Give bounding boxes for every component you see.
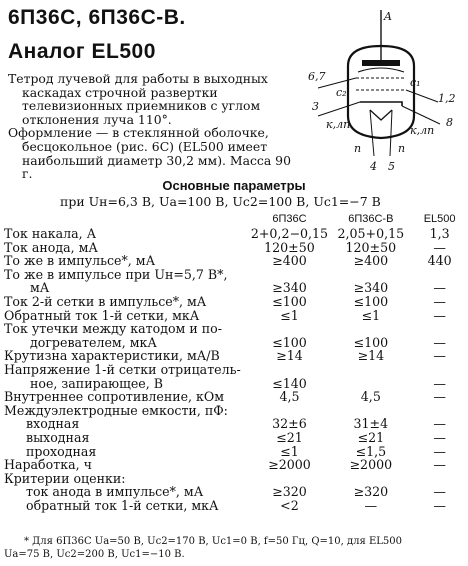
value-6p36s-v: ≤100 bbox=[353, 293, 389, 309]
param-label: входная bbox=[26, 416, 80, 432]
page-subtitle: Аналог EL500 bbox=[8, 40, 156, 63]
table-row bbox=[4, 336, 466, 350]
cathode bbox=[360, 102, 402, 106]
table-row bbox=[4, 377, 466, 391]
value-6p36s-v: 2,05+0,15 bbox=[337, 226, 405, 241]
table-row bbox=[4, 295, 466, 309]
value-6p36s: ≥340 bbox=[272, 280, 307, 296]
value-6p36s: ≥14 bbox=[276, 348, 303, 364]
table-row bbox=[4, 241, 466, 255]
param-label: Критерии оценки: bbox=[4, 470, 126, 486]
lead-heater-left bbox=[370, 110, 374, 156]
value-6p36s-v bbox=[328, 472, 413, 486]
value-el500: — bbox=[433, 239, 446, 255]
value-el500 bbox=[413, 322, 466, 336]
value-6p36s: ≤100 bbox=[272, 334, 307, 350]
param-label: То же в импульсе*, мА bbox=[4, 253, 156, 269]
value-6p36s bbox=[251, 472, 329, 486]
param-label: догревателем, мкА bbox=[30, 334, 157, 350]
table-row bbox=[4, 472, 466, 486]
value-el500: — bbox=[433, 416, 446, 432]
column-header bbox=[4, 212, 251, 227]
param-label: мА bbox=[30, 280, 50, 296]
value-el500: — bbox=[433, 348, 446, 364]
param-label: проходная bbox=[26, 443, 97, 459]
table-row bbox=[4, 281, 466, 295]
column-header: 6П36С bbox=[272, 213, 307, 225]
table-row bbox=[4, 404, 466, 418]
value-el500: — bbox=[433, 497, 446, 513]
label-pin3: 3 bbox=[312, 100, 319, 113]
value-6p36s-v: ≤1 bbox=[361, 307, 381, 323]
tube-pinout-diagram bbox=[298, 6, 464, 176]
value-el500: — bbox=[433, 484, 446, 500]
value-6p36s-v: 31±4 bbox=[353, 416, 389, 432]
value-6p36s-v: ≥400 bbox=[353, 253, 389, 269]
table-row bbox=[4, 485, 466, 499]
lead-heater-right bbox=[390, 110, 392, 156]
value-6p36s-v bbox=[328, 268, 413, 282]
value-el500 bbox=[413, 404, 466, 418]
param-label: Крутизна характеристики, мА/В bbox=[4, 348, 220, 364]
value-el500: — bbox=[433, 280, 446, 296]
param-label: Наработка, ч bbox=[4, 457, 92, 473]
table-row bbox=[4, 322, 466, 336]
param-label: Ток анода, мА bbox=[4, 239, 98, 255]
value-el500: 1,3 bbox=[429, 226, 450, 241]
value-6p36s-v: ≥14 bbox=[357, 348, 385, 364]
param-label: обратный ток 1-й сетки, мкА bbox=[26, 497, 219, 513]
column-header: 6П36С-В bbox=[348, 213, 394, 225]
params-conditions: при Uн=6,3 В, Uа=100 В, Uс2=100 В, Uс1=−7 В bbox=[60, 194, 381, 209]
value-el500 bbox=[413, 363, 466, 377]
value-6p36s-v: — bbox=[364, 497, 378, 513]
value-6p36s: 32±6 bbox=[272, 416, 307, 432]
value-6p36s-v: 120±50 bbox=[345, 239, 397, 255]
label-pin5: 5 bbox=[388, 160, 395, 173]
value-6p36s: ≤140 bbox=[272, 375, 307, 391]
param-label: Ток утечки между катодом и по- bbox=[4, 321, 222, 337]
param-label: ток анода в импульсе*, мА bbox=[26, 484, 204, 500]
value-6p36s-v bbox=[328, 363, 413, 377]
value-6p36s bbox=[251, 268, 329, 282]
value-6p36s: ≥400 bbox=[272, 253, 307, 269]
value-6p36s-v: ≥320 bbox=[353, 484, 389, 500]
value-el500: — bbox=[433, 429, 446, 445]
value-el500: — bbox=[433, 293, 446, 309]
tube-schematic bbox=[298, 6, 464, 176]
table-row bbox=[4, 390, 466, 404]
value-6p36s-v: ≤21 bbox=[357, 429, 385, 445]
description-paragraph: Оформление — в стеклянной оболочке, бесцокольное (рис. 6С) (EL500 имеет наибольший диаметр 30,2 мм). Масса 90 г. bbox=[8, 125, 291, 182]
value-el500: — bbox=[433, 307, 446, 323]
table-row bbox=[4, 431, 466, 445]
page-title: 6П36С, 6П36С-В. bbox=[8, 6, 186, 29]
table-row bbox=[4, 417, 466, 431]
label-p-right: п bbox=[398, 142, 406, 155]
param-label: выходная bbox=[26, 429, 90, 445]
table-row bbox=[4, 227, 466, 241]
value-6p36s bbox=[251, 404, 329, 418]
param-label: ное, запирающее, В bbox=[30, 375, 164, 391]
table-row bbox=[4, 363, 466, 377]
label-k-lp-right: к,лп bbox=[410, 124, 435, 137]
params-heading: Основные параметры bbox=[162, 178, 306, 193]
label-c1: c₁ bbox=[410, 76, 421, 89]
value-el500 bbox=[413, 268, 466, 282]
param-label: Внутреннее сопротивление, кОм bbox=[4, 389, 225, 405]
param-label: Междуэлектродные емкости, пФ: bbox=[4, 402, 228, 418]
value-6p36s-v bbox=[328, 404, 413, 418]
value-el500: — bbox=[433, 375, 446, 391]
value-6p36s-v: ≥340 bbox=[353, 280, 389, 296]
description-paragraph: Тетрод лучевой для работы в выходных каскадах строчной развертки телевизионных приемников с углом отклонения луча 110°. bbox=[8, 71, 268, 127]
table-row bbox=[4, 458, 466, 472]
footnote-line: * Для 6П36С Uа=50 В, Uс2=170 В, Uс1=0 В, f=50 Гц, Q=10, для EL500 bbox=[24, 536, 402, 547]
label-pin4: 4 bbox=[370, 160, 377, 173]
label-p-left: п bbox=[354, 142, 362, 155]
label-k-lp-left: к,лп bbox=[326, 118, 351, 131]
anode-plate bbox=[362, 60, 400, 66]
value-6p36s: ≤1 bbox=[280, 307, 299, 323]
value-6p36s bbox=[251, 322, 329, 336]
footnote-line: Uа=75 В, Uс2=200 В, Uс1=−10 В. bbox=[4, 549, 185, 560]
value-6p36s-v: ≤100 bbox=[353, 334, 389, 350]
footnote bbox=[4, 535, 466, 561]
label-a: A bbox=[384, 10, 392, 23]
value-6p36s: ≤1 bbox=[280, 443, 299, 459]
label-c2: c₂ bbox=[336, 86, 347, 99]
beam-plates bbox=[358, 68, 404, 72]
value-el500: — bbox=[433, 457, 446, 473]
label-pin8: 8 bbox=[446, 116, 453, 129]
table-row bbox=[4, 445, 466, 459]
table-row bbox=[4, 268, 466, 282]
value-6p36s-v: 4,5 bbox=[360, 389, 381, 405]
params-table-body bbox=[4, 227, 466, 512]
value-6p36s: <2 bbox=[280, 497, 299, 513]
value-6p36s: ≥320 bbox=[272, 484, 307, 500]
table-header-row bbox=[4, 212, 466, 227]
value-el500: 440 bbox=[427, 253, 452, 269]
value-6p36s-v bbox=[328, 377, 413, 391]
table-row bbox=[4, 349, 466, 363]
value-el500: — bbox=[433, 443, 446, 459]
value-el500 bbox=[413, 472, 466, 486]
value-6p36s-v bbox=[328, 322, 413, 336]
value-6p36s bbox=[251, 363, 329, 377]
value-6p36s-v: ≤1,5 bbox=[355, 443, 387, 459]
param-label: Обратный ток 1-й сетки, мкА bbox=[4, 307, 200, 323]
param-label: Ток 2-й сетки в импульсе*, мА bbox=[4, 293, 207, 309]
value-6p36s: 2+0,2−0,15 bbox=[250, 226, 329, 241]
lead-right-grid bbox=[406, 90, 438, 102]
column-header: EL500 bbox=[423, 213, 456, 225]
table-row bbox=[4, 309, 466, 323]
value-6p36s: 4,5 bbox=[279, 389, 300, 405]
lead-right-cathode bbox=[402, 106, 440, 124]
value-6p36s: ≤100 bbox=[272, 293, 307, 309]
value-el500: — bbox=[433, 389, 446, 405]
heater bbox=[370, 110, 392, 120]
value-6p36s: ≤21 bbox=[276, 429, 303, 445]
label-pin67: 6,7 bbox=[308, 70, 326, 83]
value-el500: — bbox=[433, 334, 446, 350]
lead-left-cathode bbox=[318, 102, 360, 116]
params-table bbox=[4, 212, 466, 512]
param-label: Ток накала, А bbox=[4, 226, 97, 241]
value-6p36s: ≥2000 bbox=[268, 457, 311, 473]
description bbox=[8, 72, 300, 181]
param-label: То же в импульсе при Uн=5,7 В*, bbox=[4, 266, 228, 282]
param-label: Напряжение 1-й сетки отрицатель- bbox=[4, 361, 241, 377]
table-row bbox=[4, 499, 466, 513]
value-6p36s: 120±50 bbox=[264, 239, 315, 255]
table-row bbox=[4, 254, 466, 268]
value-6p36s-v: ≥2000 bbox=[349, 457, 393, 473]
label-pin12: 1,2 bbox=[438, 92, 456, 105]
